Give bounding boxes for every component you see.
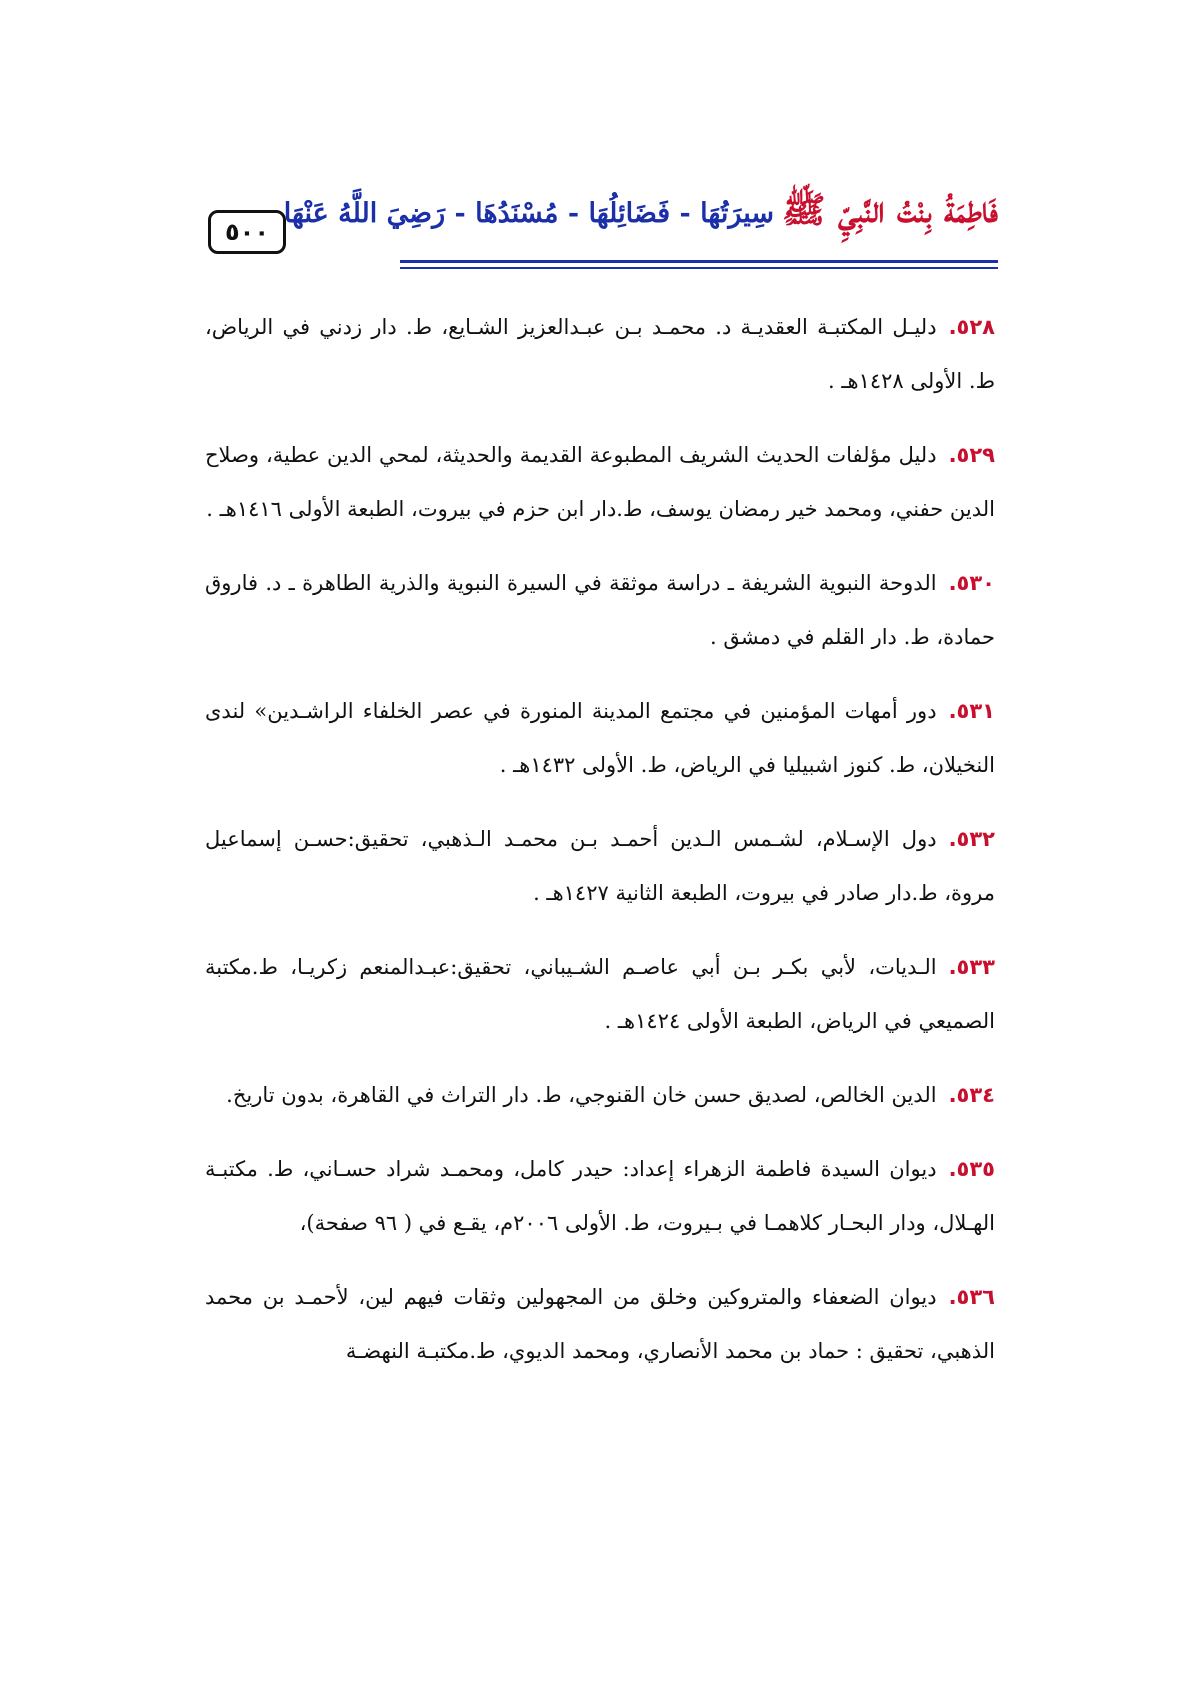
header-rule [400, 260, 998, 263]
entry-text: دليل مؤلفات الحديث الشريف المطبوعة القديمة والحديثة، لمحي الدين عطية، وصلاح الدين حفني، ومحمد خير رمضان يوسف، ط.دار ابن حزم في بيروت، الطبعة الأولى ١٤١٦هـ . [205, 443, 995, 521]
entry-text: ديوان السيدة فاطمة الزهراء إعداد: حيدر كامل، ومحمـد شراد حسـاني، ط. مكتبـة الهـلال، ودار البحـار كلاهمـا في بـيروت، ط. الأولى ٢٠٠٦م، يقـع في ( ٩٦ صفحة)، [205, 1157, 995, 1235]
entry-number: ٥٣٢. [948, 827, 995, 851]
header-rule-thin [400, 267, 998, 269]
bibliography-entry [205, 556, 995, 664]
bibliography-entry [205, 1068, 995, 1122]
bibliography-entry [205, 300, 995, 408]
bibliography-entry [205, 1270, 995, 1378]
entry-number: ٥٢٨. [948, 315, 995, 339]
entry-text: دور أمهات المؤمنين في مجتمع المدينة المنورة في عصر الخلفاء الراشـدين» لندى النخيلان، ط. كنوز اشبيليا في الرياض، ط. الأولى ١٤٣٢هـ . [205, 699, 995, 777]
entry-number: ٥٢٩. [948, 443, 995, 467]
bibliography-entry [205, 812, 995, 920]
entry-number: ٥٣١. [948, 699, 995, 723]
entry-text: الـديات، لأبي بكـر بـن أبي عاصـم الشـيباني، تحقيق:عبـدالمنعم زكريـا، ط.مكتبة الصميعي في الرياض، الطبعة الأولى ١٤٢٤هـ . [205, 955, 995, 1033]
entry-text: الدين الخالص، لصديق حسن خان القنوجي، ط. دار التراث في القاهرة، بدون تاريخ. [226, 1083, 937, 1107]
page-header [208, 188, 998, 278]
bibliography-list [205, 300, 995, 1398]
bibliography-entry [205, 940, 995, 1048]
entry-text: ديوان الضعفاء والمتروكين وخلق من المجهولين وثقات فيهم لين، لأحمـد بن محمد الذهبي، تحقيق : حماد بن محمد الأنصاري، ومحمد الديوي، ط.مكتبـة النهضـة [205, 1285, 995, 1363]
bibliography-entry [205, 428, 995, 536]
entry-number: ٥٣٠. [948, 571, 995, 595]
book-title: فَاطِمَةُ بِنْتُ النَّبِيِّ ﷺ [782, 189, 998, 231]
entry-number: ٥٣٥. [948, 1157, 995, 1181]
running-title [284, 188, 998, 240]
entry-text: دليـل المكتبـة العقديـة د. محمـد بـن عبـدالعزيز الشـايع، ط. دار زدني في الرياض، ط. الأولى ١٤٢٨هـ . [205, 315, 995, 393]
page-number: ٥٠٠ [208, 210, 286, 254]
book-subtitle: سِيرَتُهَا - فَضَائِلُهَا - مُسْنَدُهَا - رَضِيَ اللَّهُ عَنْهَا [283, 198, 774, 229]
entry-number: ٥٣٦. [948, 1285, 995, 1309]
entry-text: الدوحة النبوية الشريفة ـ دراسة موثقة في السيرة النبوية والذرية الطاهرة ـ د. فاروق حمادة، ط. دار القلم في دمشق . [205, 571, 995, 649]
entry-text: دول الإسـلام، لشـمس الـدين أحمـد بـن محمـد الـذهبي، تحقيق:حسـن إسماعيل مروة، ط.دار صادر في بيروت، الطبعة الثانية ١٤٢٧هـ . [205, 827, 995, 905]
bibliography-entry [205, 1142, 995, 1250]
entry-number: ٥٣٣. [948, 955, 995, 979]
entry-number: ٥٣٤. [948, 1083, 995, 1107]
bibliography-entry [205, 684, 995, 792]
